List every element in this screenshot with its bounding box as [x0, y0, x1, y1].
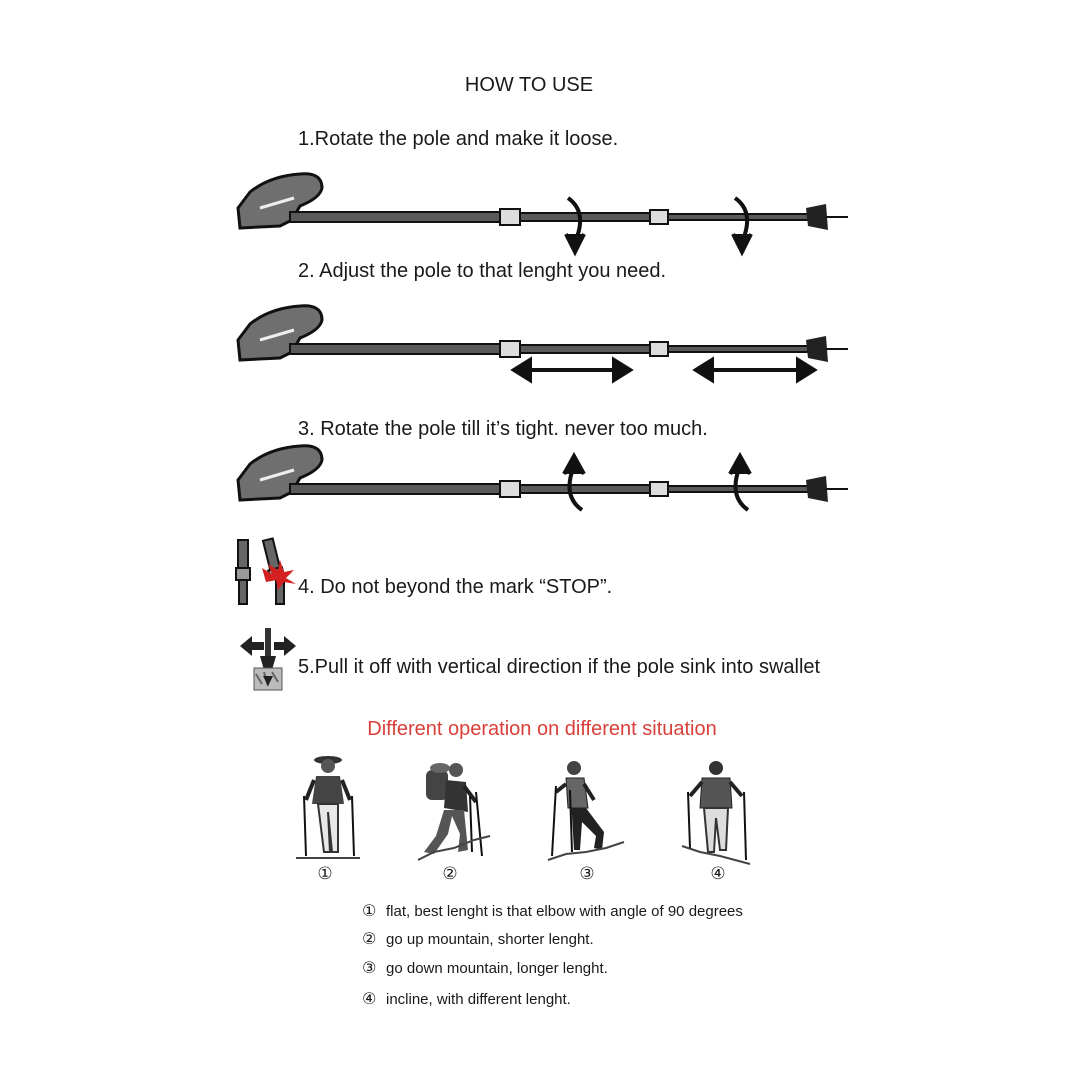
step-1-text: 1.Rotate the pole and make it loose. [298, 128, 619, 150]
page-title: HOW TO USE [464, 74, 594, 96]
hiker-downhill-icon [546, 756, 626, 866]
note-2-number: ② [362, 929, 377, 948]
hiker-flat-icon [292, 752, 364, 862]
situation-3-number: ③ [579, 864, 595, 884]
step-2-text: 2. Adjust the pole to that lenght you need. [298, 260, 667, 282]
note-3-number: ③ [362, 958, 377, 977]
situation-1-number: ① [317, 864, 333, 884]
note-4 [362, 989, 571, 1008]
note-2 [362, 929, 594, 948]
pull-vertical-icon [234, 626, 302, 692]
hiker-uphill-icon [414, 756, 494, 866]
pole-tip-icon [806, 476, 848, 502]
situations-heading: Different operation on different situation [367, 718, 717, 740]
note-3 [362, 958, 608, 977]
note-3-text: go down mountain, longer lenght. [386, 960, 608, 977]
note-1 [362, 901, 743, 920]
note-1-text: flat, best lenght is that elbow with angle of 90 degrees [386, 903, 743, 920]
stop-mark-icon [232, 538, 300, 606]
double-arrow-icon [514, 360, 814, 380]
step-5-text: 5.Pull it off with vertical direction if the pole sink into swallet [298, 656, 821, 678]
pole-tip-icon [806, 204, 848, 230]
pole-rotate-tight-illustration [230, 440, 850, 550]
note-4-number: ④ [362, 989, 377, 1008]
pole-adjust-length-illustration [230, 300, 850, 410]
note-1-number: ① [362, 901, 377, 920]
pole-tip-icon [806, 336, 848, 362]
situation-2-number: ② [442, 864, 458, 884]
step-3-text: 3. Rotate the pole till it’s tight. never too much. [298, 418, 708, 440]
hiker-incline-icon [680, 756, 752, 866]
situation-4-number: ④ [710, 864, 726, 884]
step-4-text: 4. Do not beyond the mark “STOP”. [298, 576, 613, 598]
note-2-text: go up mountain, shorter lenght. [386, 931, 594, 948]
note-4-text: incline, with different lenght. [386, 991, 571, 1008]
